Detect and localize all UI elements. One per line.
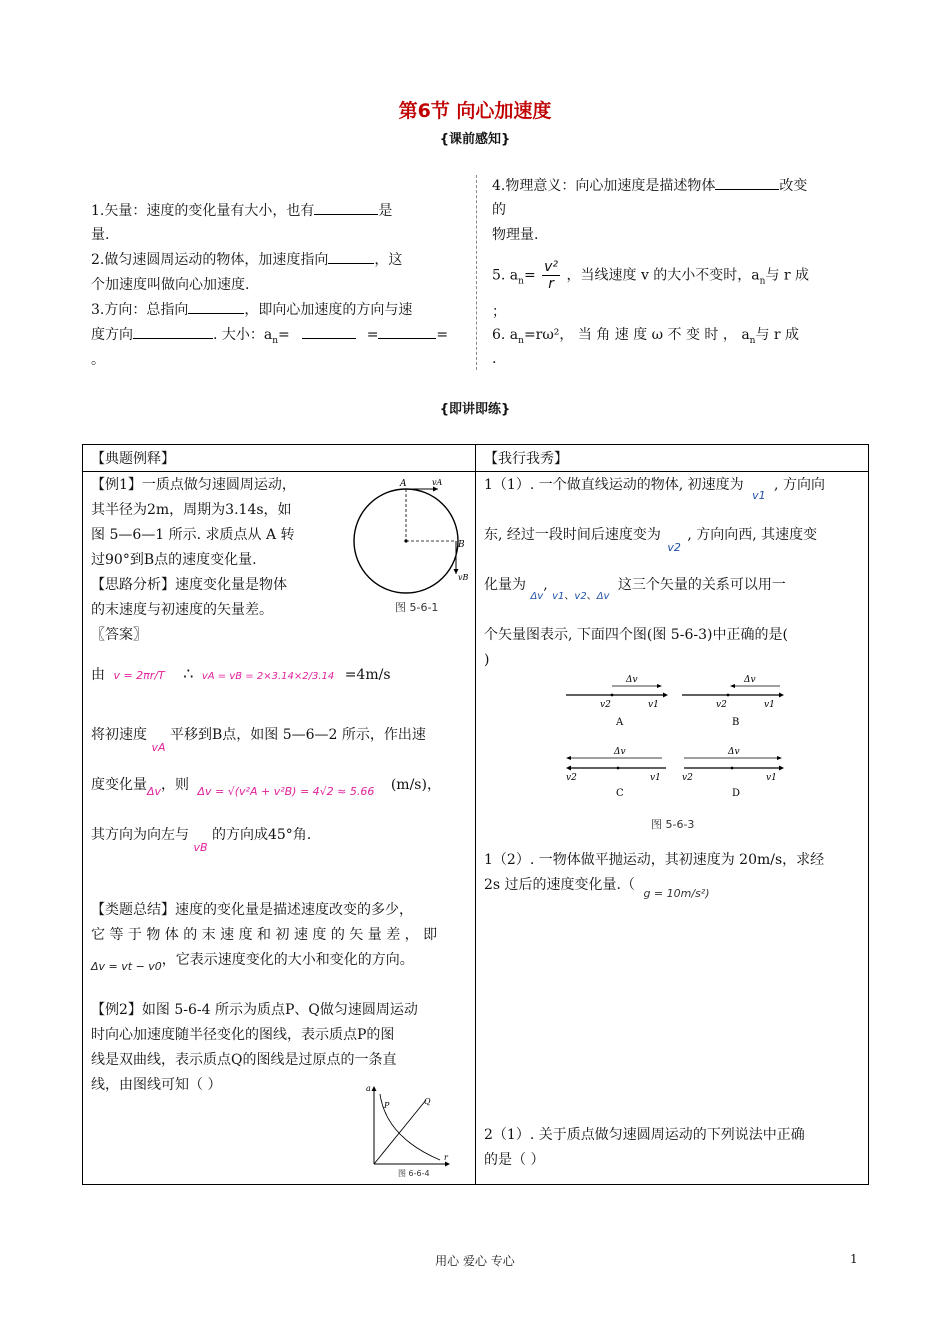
label-v1-a: v1 bbox=[648, 700, 659, 710]
formula-va: vA bbox=[151, 741, 166, 754]
pre-left-line-3 bbox=[91, 248, 402, 272]
center-dot bbox=[404, 539, 407, 542]
q1-line-1 bbox=[484, 473, 825, 502]
pre-right-line-7: . bbox=[492, 351, 497, 367]
text: ，这 bbox=[374, 252, 403, 268]
pre-left-line-2: 量. bbox=[91, 227, 110, 243]
text: , 方向向西, 其速度变 bbox=[687, 527, 818, 543]
right-header-cell bbox=[476, 445, 869, 472]
page-title: 第6节 向心加速度 bbox=[398, 100, 552, 122]
label-dv-a: Δv bbox=[626, 675, 638, 685]
text: ，即向心加速度的方向与速 bbox=[244, 302, 413, 318]
figure-5-6-1 bbox=[350, 470, 470, 620]
formula-delta-v-def: Δv = vt − v0 bbox=[91, 960, 162, 973]
ex1-line-10 bbox=[91, 773, 441, 798]
formula-v: v = 2πr/T bbox=[113, 669, 165, 682]
diagram-c bbox=[566, 747, 666, 799]
text: , bbox=[543, 577, 548, 593]
label-dv-b: Δv bbox=[744, 675, 756, 685]
label-dv-d: Δv bbox=[728, 747, 740, 757]
symbol-v2: v2 bbox=[667, 541, 681, 554]
text: 度变化量 bbox=[91, 777, 147, 793]
pre-left-line-5 bbox=[91, 298, 412, 322]
fill-blank bbox=[328, 249, 374, 264]
text: 与 r 成 bbox=[755, 327, 800, 343]
label-b: B bbox=[458, 540, 465, 550]
formula-va-vb: vA = vB = 2×3.14×2/3.14 bbox=[201, 671, 335, 682]
fill-blank bbox=[188, 299, 244, 314]
text: 与 r 成 bbox=[765, 267, 810, 284]
arrowhead-va bbox=[433, 487, 438, 492]
subscript: n bbox=[749, 335, 756, 346]
text: 东, 经过一段时间后速度变为 bbox=[484, 527, 661, 543]
figure-5-6-3-caption: 图 5-6-3 bbox=[651, 818, 695, 831]
q3-line-1: 2（1）. 关于质点做匀速圆周运动的下列说法中正确 bbox=[484, 1127, 805, 1143]
text: 5. a bbox=[492, 267, 519, 284]
formula-vb: vB bbox=[193, 841, 208, 854]
text: =4m/s bbox=[344, 667, 391, 683]
text: (m/s)， bbox=[390, 777, 441, 793]
dv-arrowhead-b bbox=[730, 684, 735, 688]
dv-arrowhead-a bbox=[657, 684, 662, 688]
arrowhead-a bbox=[663, 693, 668, 698]
label-a: A bbox=[400, 479, 407, 489]
formula-delta-v-value: Δv = √(v²A + v²B) = 4√2 ≈ 5.66 bbox=[197, 785, 375, 798]
summary-line-1: 【类题总结】速度的变化量是描述速度改变的多少， bbox=[91, 902, 413, 918]
option-label-c: C bbox=[616, 788, 624, 799]
ex1-line-5: 【思路分析】速度变化量是物体 bbox=[91, 577, 287, 593]
label-v2-b: v2 bbox=[716, 700, 727, 710]
symbol-v1: v1 bbox=[552, 591, 565, 602]
q1-line-2 bbox=[484, 523, 818, 554]
text: =rω²， 当 角 速 度 ω 不 变 时 ， a bbox=[523, 327, 750, 343]
pre-right-line-3: 物理量. bbox=[492, 227, 539, 243]
axis-a-arrowhead bbox=[372, 1086, 377, 1091]
subscript: n bbox=[518, 276, 524, 287]
label-va: vA bbox=[432, 478, 443, 487]
pre-left-line-4: 个加速度叫做向心加速度. bbox=[91, 277, 250, 293]
dot-b bbox=[727, 694, 730, 697]
ex1-line-9 bbox=[91, 723, 426, 754]
summary-line-2: 它 等 于 物 体 的 末 速 度 和 初 速 度 的 矢 量 差 ， 即 bbox=[91, 927, 438, 943]
dot-c bbox=[617, 767, 620, 770]
fill-blank bbox=[133, 324, 213, 339]
text: ，当线速度 v 的大小不变时，a bbox=[566, 267, 760, 284]
arrowhead-c bbox=[566, 766, 571, 771]
left-header: 【典题例释】 bbox=[91, 451, 175, 467]
label-v1-d: v1 bbox=[766, 773, 777, 783]
pre-right-line-1 bbox=[492, 174, 807, 198]
option-label-d: D bbox=[732, 788, 741, 799]
pre-left-line-6 bbox=[91, 323, 448, 353]
text: 度方向 bbox=[91, 327, 133, 343]
fill-blank bbox=[302, 324, 356, 339]
table-header-row bbox=[83, 445, 869, 472]
option-label-b: B bbox=[732, 717, 740, 728]
text: ，它表示速度变化的大小和变化的方向。 bbox=[161, 952, 414, 968]
text: 4.物理意义：向心加速度是描述物体 bbox=[492, 178, 716, 194]
text: . 大小：a bbox=[213, 327, 273, 343]
ex2-line-1: 【例2】如图 5-6-4 所示为质点P、Q做匀速圆周运动 bbox=[91, 1002, 418, 1018]
fraction-denominator: r bbox=[548, 276, 554, 292]
text: 其方向为向左与 bbox=[91, 827, 189, 843]
ex2-line-4: 线，由图线可知（ ） bbox=[91, 1077, 222, 1093]
text: = bbox=[366, 327, 379, 343]
diagram-d bbox=[682, 747, 784, 799]
dv-arrowhead-d bbox=[777, 756, 782, 760]
page-number: 1 bbox=[850, 1252, 858, 1266]
label-v2-d: v2 bbox=[682, 773, 693, 783]
pre-right-line-4 bbox=[492, 259, 809, 293]
text: 将初速度 bbox=[91, 727, 147, 743]
formula-g: g = 10m/s²) bbox=[643, 887, 710, 900]
ex1-line-1: 【例1】一质点做匀速圆周运动， bbox=[91, 477, 296, 493]
dot-a bbox=[611, 694, 614, 697]
text: 1.矢量：速度的变化量有大小，也有 bbox=[91, 203, 315, 219]
text: 改变 bbox=[779, 178, 808, 194]
label-v1-c: v1 bbox=[650, 773, 661, 783]
text: 3.方向：总指向 bbox=[91, 302, 189, 318]
ex1-line-4: 过90°到B点的速度变化量. bbox=[91, 552, 257, 568]
text: 的方向成45°角. bbox=[211, 827, 312, 843]
ex1-line-7: 〖答案〗 bbox=[91, 627, 147, 643]
label-v1-b: v1 bbox=[764, 700, 775, 710]
q2-line-1: 1（2）. 一物体做平抛运动，其初速度为 20m/s，求经 bbox=[484, 852, 825, 868]
fill-blank bbox=[314, 200, 378, 215]
section-heading-practice: {即讲即练} bbox=[439, 402, 511, 417]
dot-d bbox=[731, 767, 734, 770]
label-v2-a: v2 bbox=[600, 700, 611, 710]
q2-line-2 bbox=[484, 873, 710, 898]
figure-6-6-4-caption: 图 6-6-4 bbox=[398, 1169, 430, 1178]
fraction-v2-over-r bbox=[542, 259, 560, 292]
ex1-line-3: 图 5—6—1 所示. 求质点从 A 转 bbox=[91, 527, 295, 543]
text: = bbox=[436, 327, 449, 343]
pre-right-line-2: 的 bbox=[492, 202, 506, 218]
pre-right-line-6 bbox=[492, 323, 799, 353]
symbol-delta-v: Δv bbox=[596, 591, 610, 602]
left-header-cell bbox=[83, 445, 476, 472]
q1-line-4: 个矢量图表示, 下面四个图(图 5-6-3)中正确的是( bbox=[484, 627, 788, 643]
ex1-line-2: 其半径为2m，周期为3.14s，如 bbox=[91, 502, 292, 518]
diagram-a bbox=[566, 675, 668, 728]
symbol-v1: v1 bbox=[752, 489, 766, 502]
arrowhead-d bbox=[779, 766, 784, 771]
formula-delta-v: Δv bbox=[147, 785, 162, 798]
text: , 方向向 bbox=[774, 477, 825, 493]
axis-r-arrowhead bbox=[445, 1162, 450, 1167]
text: 由 bbox=[91, 667, 105, 683]
ex2-line-3: 线是双曲线，表示质点Q的图线是过原点的一条直 bbox=[91, 1052, 397, 1068]
figure-5-6-1-caption: 图 5-6-1 bbox=[395, 601, 439, 614]
ex1-line-8 bbox=[91, 662, 391, 689]
dv-arrowhead-c bbox=[566, 756, 571, 760]
text: = bbox=[523, 267, 536, 284]
diagram-b bbox=[682, 675, 784, 728]
label-q: Q bbox=[424, 1097, 431, 1106]
q1-line-3: 化量为 $_{\Delta v}$, $_{v1、v2、\Delta v}$ 这三个矢量的关系可以用一 bbox=[484, 577, 786, 602]
ex1-line-11 bbox=[91, 823, 312, 854]
section-heading-preview: {课前感知} bbox=[439, 132, 511, 147]
text: 平移到B点，如图 5—6—2 所示，作出速 bbox=[169, 727, 426, 743]
text: ，则 bbox=[161, 777, 190, 793]
therefore-symbol: ∴ bbox=[183, 664, 194, 683]
pre-right-line-5: ； bbox=[492, 304, 506, 320]
line-q bbox=[374, 1100, 426, 1164]
text: 是 bbox=[378, 203, 393, 219]
ex1-line-6: 的末速度与初速度的矢量差。 bbox=[91, 602, 273, 618]
text: 这三个矢量的关系可以用一 bbox=[617, 577, 786, 593]
figure-5-6-3 bbox=[560, 668, 790, 808]
symbol-delta-v: Δv bbox=[530, 591, 544, 602]
text: 6. a bbox=[492, 327, 519, 343]
summary-line-3 bbox=[91, 948, 414, 973]
fraction-numerator: v² bbox=[544, 259, 559, 275]
fill-blank bbox=[715, 175, 779, 190]
text: 化量为 bbox=[484, 577, 526, 593]
figure-6-6-4 bbox=[362, 1082, 452, 1172]
pre-left-line-1 bbox=[91, 199, 392, 223]
ex2-line-2: 时向心加速度随半径变化的图线，表示质点P的图 bbox=[91, 1027, 395, 1043]
axis-r-label: r bbox=[444, 1153, 448, 1162]
subscript: n bbox=[272, 335, 279, 346]
option-label-a: A bbox=[616, 717, 624, 728]
label-p: P bbox=[384, 1101, 390, 1110]
text: 2s 过后的速度变化量.（ bbox=[484, 877, 635, 893]
symbol-v2: v2 bbox=[574, 591, 587, 602]
label-v2-c: v2 bbox=[566, 773, 577, 783]
right-header: 【我行我秀】 bbox=[484, 451, 568, 467]
text: 1（1）. 一个做直线运动的物体, 初速度为 bbox=[484, 477, 744, 493]
subscript: n bbox=[759, 276, 766, 287]
label-vb: vB bbox=[458, 573, 469, 582]
text: 2.做匀速圆周运动的物体，加速度指向 bbox=[91, 252, 329, 268]
subscript: n bbox=[518, 335, 524, 346]
q3-line-2: 的是（ ） bbox=[484, 1152, 545, 1168]
arrowhead-b bbox=[779, 693, 784, 698]
column-divider bbox=[476, 175, 477, 370]
axis-a-label: a bbox=[366, 1084, 371, 1093]
fill-blank bbox=[378, 324, 436, 339]
pre-left-line-7: 。 bbox=[91, 352, 105, 368]
page-footer: 用心 爱心 专心 bbox=[435, 1254, 515, 1268]
text: = bbox=[278, 327, 290, 343]
label-dv-c: Δv bbox=[614, 747, 626, 757]
q1-line-5: ) bbox=[484, 652, 490, 668]
